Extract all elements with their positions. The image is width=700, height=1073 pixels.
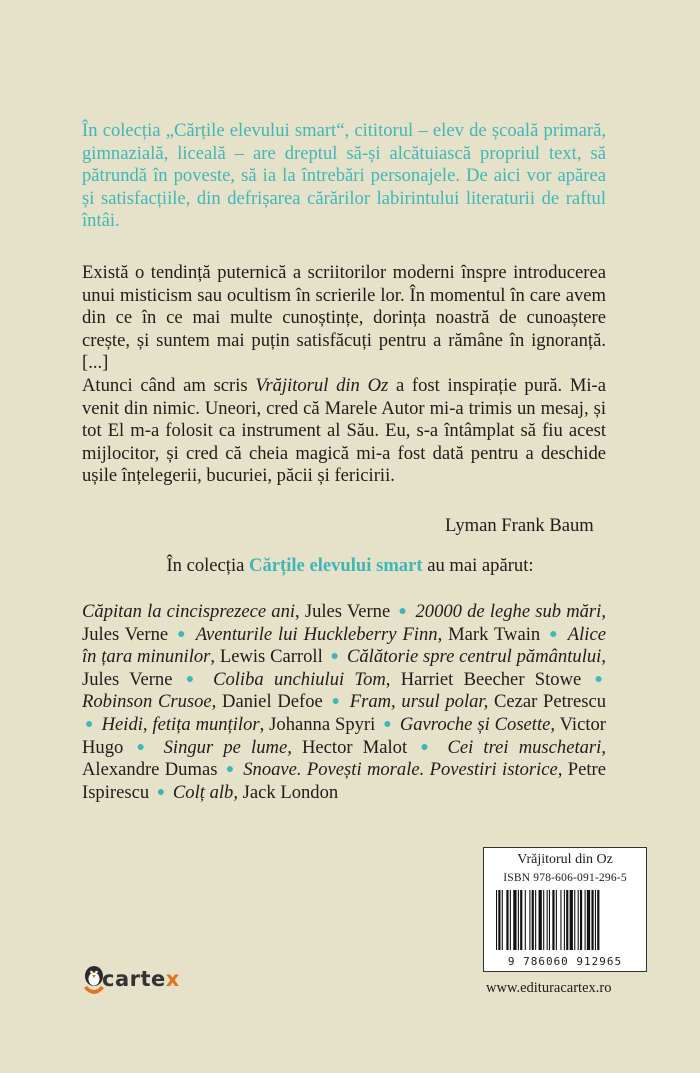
barcode-image [494, 890, 636, 954]
book-author: , Harriet Beecher Stowe [385, 668, 582, 690]
book-title: Singur pe lume, [163, 736, 292, 758]
book-author: , Alexandre Dumas [82, 736, 606, 781]
barcode-isbn: ISBN 978-606-091-296-5 [503, 872, 627, 884]
logo-text-main: carte [102, 967, 166, 991]
book-author: , Johanna Spyri [259, 713, 376, 735]
book-title: 20000 de leghe sub mări, [415, 601, 606, 622]
book-separator-icon: ● [330, 649, 340, 665]
book-separator-icon: ● [185, 671, 200, 687]
barcode-box [483, 847, 647, 972]
book-title: Coliba unchiului Tom [213, 668, 386, 690]
book-author: , Lewis Carroll [210, 646, 323, 668]
book-title: Colț alb, [172, 781, 238, 803]
book-separator-icon: ● [594, 671, 603, 687]
book-title: Gavroche și Cosette, [399, 713, 556, 735]
book-author: Jules Verne [82, 623, 169, 645]
book-author: Victor Hugo [82, 713, 606, 758]
book-separator-icon: ● [177, 626, 187, 642]
collection-heading [0, 555, 700, 577]
book-author: Jack London [238, 781, 339, 803]
logo-text-accent: x [165, 967, 180, 991]
book-author: Petre Ispirescu [82, 759, 606, 803]
book-author: Hector Malot [291, 736, 408, 758]
collection-name: Cărțile elevului smart [249, 555, 423, 576]
quote-first-part: Există o tendință puternică a scriitorilor moderni înspre introducerea unui misticism sau ocultism în scrierile lor. În momentul în care avem din ce în ce mai multe cunoștințe, dorința noastră de cunoaștere crește, și suntem mai puțin satisfăcuți pentru a rămâne în ignoranță. [...] [82, 262, 606, 374]
quote-second-rest: a fost inspirație pură. Mi-a venit din nimic. Uneori, cred că Marele Autor mi-a trimis un mesaj, și tot El m-a folosit ca instrument al Său. Eu, s-a întâmplat să fiu acest mijlocitor, și cred că cheia magică mi-a fost dată pentru a deschide ușile înțelegerii, bucuriei, păcii și fericirii. [82, 374, 606, 487]
book-separator-icon: ● [549, 626, 559, 642]
intro-paragraph: În colecția „Cărțile elevului smart“, cititorul – elev de școală primară, gimnazială, liceală – are dreptul să-și alcătuiască propriul text, să pătrundă în poveste, să ia la întrebări personajele. De aici vor apărea și satisfacțiile, din defrișarea cărărilor labirintului literaturii de raftul întâi. [82, 120, 606, 232]
book-separator-icon: ● [225, 762, 235, 778]
book-separator-icon: ● [420, 739, 435, 755]
book-separator-icon: ● [383, 716, 392, 732]
book-title: Fram, ursul polar, [349, 691, 489, 713]
book-title: Cei trei muschetari [447, 736, 602, 758]
book-author: Daniel Defoe [216, 691, 323, 713]
barcode-digits: 9 786060 912965 [507, 955, 623, 968]
collection-suffix: au mai apărut: [422, 555, 534, 576]
book-author: , Mark Twain [437, 623, 541, 645]
collection-prefix: În colecția [166, 555, 250, 576]
book-title: Călătorie spre centrul pământului [346, 646, 602, 668]
book-author: , Jules Verne [82, 646, 606, 690]
book-title: Snoave. Povești morale. Povestiri istorice, [243, 759, 563, 781]
book-separator-icon: ● [331, 694, 341, 710]
publisher-logo [82, 962, 222, 998]
book-separator-icon: ● [136, 739, 151, 755]
book-separator-icon: ● [156, 784, 166, 800]
book-title: Aventurile lui Huckleberry Finn [195, 623, 438, 645]
barcode-title: Vrăjitorul din Oz [517, 852, 613, 867]
publisher-website[interactable]: www.edituracartex.ro [486, 980, 612, 996]
book-author: , Jules Verne [295, 601, 391, 622]
book-author: Cezar Petrescu [488, 691, 607, 713]
book-title: Heidi, fetița munților [101, 713, 260, 735]
quote-book-title: Vrăjitorul din Oz [255, 374, 389, 396]
logo-text [102, 967, 180, 991]
book-separator-icon: ● [398, 604, 408, 619]
quote-author: Lyman Frank Baum [445, 515, 594, 536]
quote-second-prefix: Atunci când am scris [82, 374, 256, 396]
book-title: Alice în țara minunilor [82, 623, 606, 668]
book-title: Robinson Crusoe, [82, 691, 217, 713]
book-list [82, 601, 606, 804]
book-title: Căpitan la cincisprezece ani [82, 601, 296, 622]
book-separator-icon: ● [85, 716, 94, 732]
quote-paragraph [82, 262, 606, 488]
